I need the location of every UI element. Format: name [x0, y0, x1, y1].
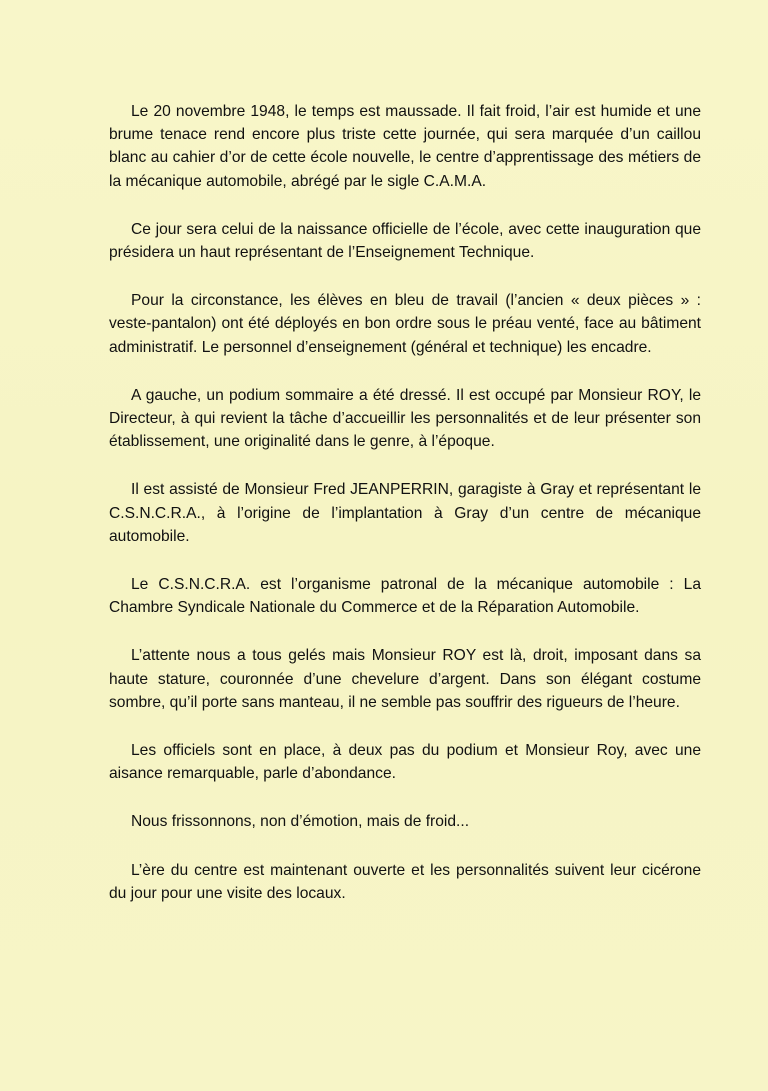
paragraph-10: L’ère du centre est maintenant ouverte et les personnalités suivent leur cicérone du jour pour une visite des locaux.	[109, 861, 701, 902]
paragraph-2: Ce jour sera celui de la naissance officielle de l’école, avec cette inauguration que présidera un haut représentant de l’Enseignement Technique.	[109, 220, 701, 262]
paragraph-6: Le C.S.N.C.R.A. est l’organisme patronal de la mécanique automobile : La Chambre Syndicale Nationale du Commerce et de la Réparation Automobile.	[109, 576, 701, 617]
paragraph-3: Pour la circonstance, les élèves en bleu de travail (l’ancien « deux pièces » : veste-pantalon) ont été déployés en bon ordre sous le préau venté, face au bâtiment administratif. Le personnel d’enseignement (général et technique) les encadre.	[109, 292, 701, 356]
document-body	[109, 100, 701, 930]
paragraph-5: Il est assisté de Monsieur Fred JEANPERRIN, garagiste à Gray et représentant le C.S.N.C.R.A., à l’origine de l’implantation à Gray d’un centre de mécanique automobile.	[109, 481, 701, 545]
paragraph-4: A gauche, un podium sommaire a été dressé. Il est occupé par Monsieur ROY, le Directeur, à qui revient la tâche d’accueillir les personnalités et de leur présenter son établissement, une originalité dans le genre, à l’époque.	[109, 386, 701, 451]
paragraph-7: L’attente nous a tous gelés mais Monsieur ROY est là, droit, imposant dans sa haute stature, couronnée d’une chevelure d’argent. Dans son élégant costume sombre, qu’il porte sans manteau, il ne semble pas souffrir des rigueurs de l’heure.	[109, 647, 701, 711]
paragraph-9: Nous frissonnons, non d’émotion, mais de froid...	[131, 813, 470, 831]
paragraph-1: Le 20 novembre 1948, le temps est maussade. Il fait froid, l’air est humide et une brume tenace rend encore plus triste cette journée, qui sera marquée d’un caillou blanc au cahier d’or de cette école nouvelle, le centre d’apprentissage des métiers de la mécanique automobile, abrégé par le sigle C.A.M.A.	[109, 103, 701, 190]
paragraph-8: Les officiels sont en place, à deux pas du podium et Monsieur Roy, avec une aisance remarquable, parle d’abondance.	[109, 742, 701, 783]
